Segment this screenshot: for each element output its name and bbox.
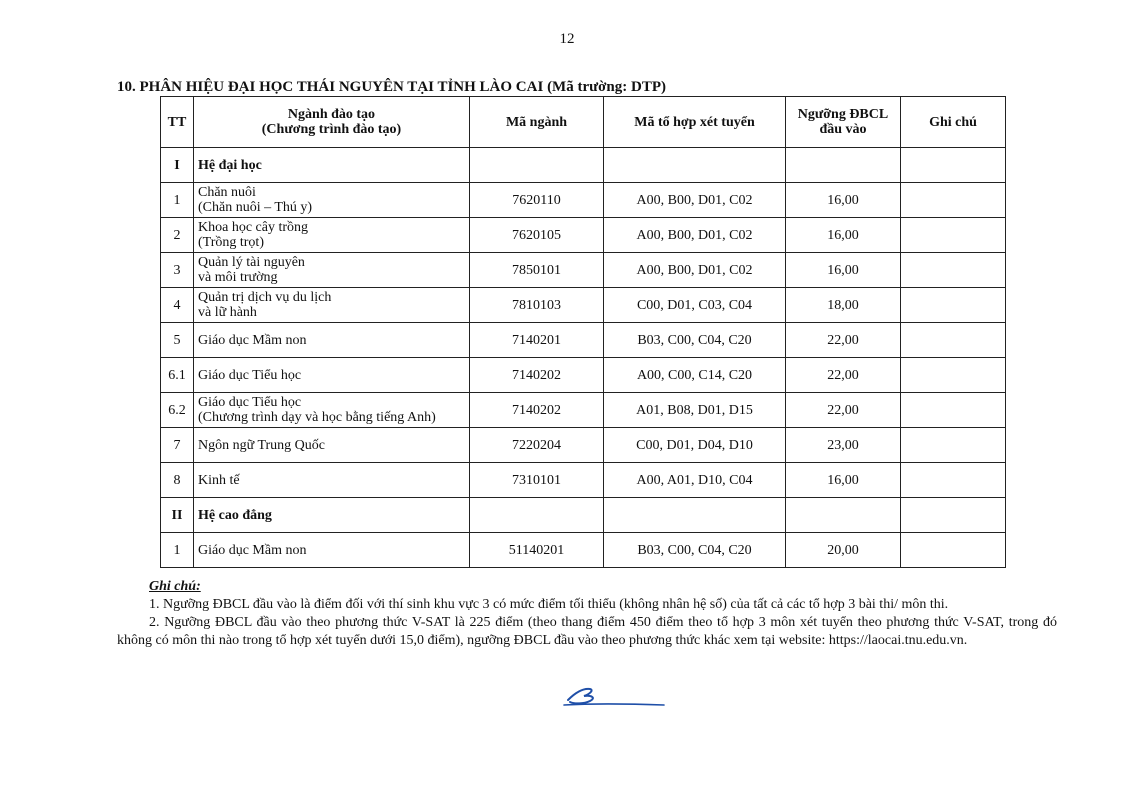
row-program-line1: Khoa học cây trồng [198, 220, 309, 235]
row-note [901, 393, 1006, 428]
row-note [901, 428, 1006, 463]
row-tt: 8 [161, 463, 194, 498]
row-code: 7140202 [470, 393, 604, 428]
row-note [901, 218, 1006, 253]
empty-cell [786, 498, 901, 533]
row-code: 7620105 [470, 218, 604, 253]
row-program-line2: và môi trường [198, 270, 278, 285]
row-program-line2: (Chăn nuôi – Thú y) [198, 200, 313, 215]
row-program-line1: Giáo dục Tiểu học [198, 367, 302, 383]
row-program [194, 393, 470, 428]
table-row [161, 533, 1006, 568]
group-label: Hệ đại học [194, 148, 470, 183]
row-tt: 1 [161, 533, 194, 568]
row-program [194, 288, 470, 323]
group-tt: I [161, 148, 194, 183]
row-note [901, 358, 1006, 393]
table-body [161, 148, 1006, 568]
row-code: 7810103 [470, 288, 604, 323]
row-code: 7850101 [470, 253, 604, 288]
header-program-line1: Ngành đào tạo [287, 107, 376, 122]
row-tt: 7 [161, 428, 194, 463]
table-row [161, 428, 1006, 463]
notes [117, 578, 1057, 650]
table-header-row [161, 97, 1006, 148]
row-threshold: 18,00 [786, 288, 901, 323]
row-code: 7620110 [470, 183, 604, 218]
empty-cell [470, 148, 604, 183]
row-program [194, 323, 470, 358]
row-threshold: 22,00 [786, 393, 901, 428]
header-code: Mã ngành [470, 97, 604, 148]
row-program-line1: Giáo dục Mầm non [198, 542, 307, 558]
row-program-line2: (Chương trình dạy và học bằng tiếng Anh) [198, 410, 436, 425]
note-item-1: 1. Ngưỡng ĐBCL đầu vào là điểm đối với thí sinh khu vực 3 có mức điểm tối thiểu (không nhân hệ số) của tất cả các tổ hợp 3 bài thi/ môn thi. [149, 597, 949, 612]
row-combo: A00, B00, D01, C02 [604, 183, 786, 218]
row-program-line2: và lữ hành [198, 305, 257, 320]
row-threshold: 22,00 [786, 358, 901, 393]
table-row [161, 218, 1006, 253]
empty-cell [901, 498, 1006, 533]
row-program-line1: Quản trị dịch vụ du lịch [198, 290, 332, 305]
row-combo: A00, B00, D01, C02 [604, 218, 786, 253]
row-note [901, 533, 1006, 568]
row-tt: 6.1 [161, 358, 194, 393]
notes-title: Ghi chú: [149, 579, 201, 594]
row-combo: A00, C00, C14, C20 [604, 358, 786, 393]
table-row [161, 288, 1006, 323]
row-program [194, 358, 470, 393]
row-program-line2: (Trồng trọt) [198, 235, 264, 250]
row-combo: B03, C00, C04, C20 [604, 533, 786, 568]
row-code: 51140201 [470, 533, 604, 568]
row-tt: 3 [161, 253, 194, 288]
signature-stroke [568, 689, 593, 704]
table-row [161, 323, 1006, 358]
row-program-line1: Giáo dục Mầm non [198, 332, 307, 348]
row-program [194, 428, 470, 463]
row-threshold: 16,00 [786, 218, 901, 253]
row-combo: B03, C00, C04, C20 [604, 323, 786, 358]
row-threshold: 20,00 [786, 533, 901, 568]
row-combo: A01, B08, D01, D15 [604, 393, 786, 428]
row-threshold: 22,00 [786, 323, 901, 358]
row-program-line1: Chăn nuôi [198, 185, 256, 200]
row-combo: A00, B00, D01, C02 [604, 253, 786, 288]
row-program [194, 533, 470, 568]
row-combo: C00, D01, D04, D10 [604, 428, 786, 463]
empty-cell [604, 498, 786, 533]
row-program-line1: Ngôn ngữ Trung Quốc [198, 437, 325, 453]
header-tt: TT [161, 97, 194, 148]
row-program-line1: Kinh tế [198, 472, 240, 488]
row-threshold: 16,00 [786, 183, 901, 218]
empty-cell [604, 148, 786, 183]
table-row [161, 358, 1006, 393]
row-combo: A00, A01, D10, C04 [604, 463, 786, 498]
header-combo: Mã tổ hợp xét tuyển [604, 97, 786, 148]
row-program-line1: Quản lý tài nguyên [198, 255, 305, 270]
row-code: 7140202 [470, 358, 604, 393]
row-code: 7140201 [470, 323, 604, 358]
row-tt: 2 [161, 218, 194, 253]
header-note: Ghi chú [901, 97, 1006, 148]
row-combo: C00, D01, C03, C04 [604, 288, 786, 323]
group-tt: II [161, 498, 194, 533]
row-note [901, 183, 1006, 218]
row-tt: 4 [161, 288, 194, 323]
empty-cell [901, 148, 1006, 183]
header-threshold [786, 97, 901, 148]
page-number: 12 [559, 31, 575, 47]
signature-underline [564, 704, 664, 705]
row-program-line1: Giáo dục Tiểu học [198, 395, 302, 410]
group-label: Hệ cao đẳng [194, 498, 470, 533]
table-row [161, 183, 1006, 218]
row-note [901, 323, 1006, 358]
row-tt: 5 [161, 323, 194, 358]
note-item-2: 2. Ngưỡng ĐBCL đầu vào theo phương thức V-SAT là 225 điểm (theo thang điểm 450 điểm theo tổ hợp 3 môn xét tuyển theo phương thức V-SAT, trong đó không có môn thi nào trong tổ hợp xét tuyển dưới 15,0 điểm), ngưỡng ĐBCL đầu vào theo phương thức khác xem tại website: https://laocai.tnu.edu.vn. [117, 615, 1057, 648]
empty-cell [470, 498, 604, 533]
row-threshold: 23,00 [786, 428, 901, 463]
table-row [161, 253, 1006, 288]
row-code: 7310101 [470, 463, 604, 498]
header-program-line2: (Chương trình đào tạo) [261, 122, 402, 137]
row-program [194, 218, 470, 253]
row-note [901, 463, 1006, 498]
row-note [901, 288, 1006, 323]
row-tt: 1 [161, 183, 194, 218]
header-program [194, 97, 470, 148]
row-note [901, 253, 1006, 288]
empty-cell [786, 148, 901, 183]
table-group-row [161, 498, 1006, 533]
row-program [194, 253, 470, 288]
row-threshold: 16,00 [786, 253, 901, 288]
row-code: 7220204 [470, 428, 604, 463]
signature-mark [560, 680, 670, 710]
table-row [161, 463, 1006, 498]
header-threshold-line1: Ngưỡng ĐBCL [797, 107, 889, 122]
table-group-row [161, 148, 1006, 183]
row-tt: 6.2 [161, 393, 194, 428]
row-threshold: 16,00 [786, 463, 901, 498]
section-title: 10. PHÂN HIỆU ĐẠI HỌC THÁI NGUYÊN TẠI TỈNH LÀO CAI (Mã trường: DTP) [117, 79, 667, 95]
row-program [194, 463, 470, 498]
admissions-table [160, 96, 1006, 568]
table-row [161, 393, 1006, 428]
row-program [194, 183, 470, 218]
header-threshold-line2: đầu vào [819, 122, 867, 137]
